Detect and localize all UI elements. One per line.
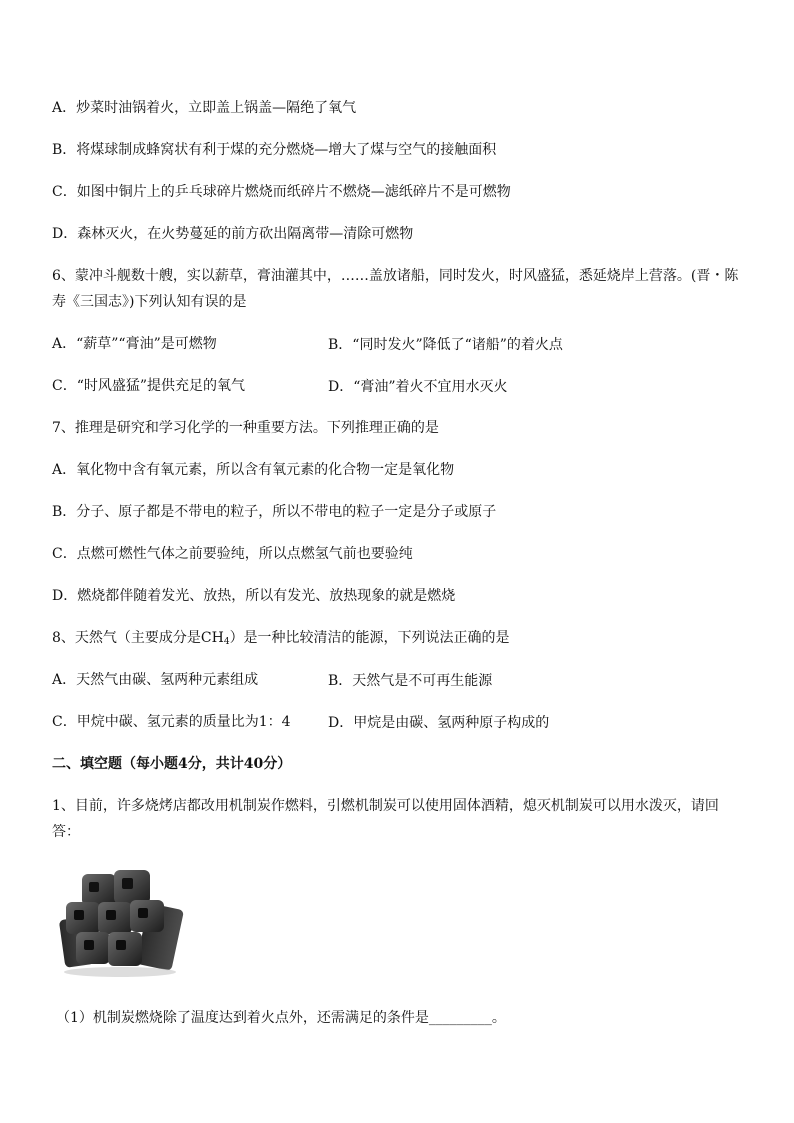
q8-stem-subscript: 4	[223, 637, 230, 647]
q6-option-c: C．“时风盛猛”提供充足的氧气	[52, 378, 246, 394]
q6-option-b: B．“同时发火”降低了“诸船”的着火点	[328, 337, 563, 353]
q5-option-d: D．森林灭火，在火势蔓延的前方砍出隔离带—清除可燃物	[52, 226, 414, 242]
q6-option-d: D．“膏油”着火不宜用水灭火	[328, 379, 508, 395]
charcoal-image	[56, 866, 184, 978]
charcoal-briquettes-icon	[56, 866, 184, 978]
q8-option-c: C．甲烷中碳、氢元素的质量比为1：4	[52, 714, 291, 730]
q6-stem: 6、蒙冲斗舰数十艘，实以薪草，膏油灌其中，……盖放诸船，同时发火，时风盛猛，悉延烧岸上营落。(晋・陈寿《三国志》)下列认知有误的是	[52, 268, 739, 310]
q8-option-b: B．天然气是不可再生能源	[328, 673, 493, 689]
q5-option-c: C．如图中铜片上的乒乓球碎片燃烧而纸碎片不燃烧—滤纸碎片不是可燃物	[52, 184, 511, 200]
q7-option-a: A．氧化物中含有氧元素，所以含有氧元素的化合物一定是氧化物	[52, 462, 455, 478]
q8-option-a: A．天然气由碳、氢两种元素组成	[52, 672, 259, 688]
q7-option-b: B．分子、原子都是不带电的粒子，所以不带电的粒子一定是分子或原子	[52, 504, 497, 520]
fill1-sub1: （1）机制炭燃烧除了温度达到着火点外，还需满足的条件是_________。	[56, 1010, 506, 1026]
q8-stem-after: ）是一种比较清洁的能源，下列说法正确的是	[229, 630, 510, 646]
q5-option-b: B．将煤球制成蜂窝状有利于煤的充分燃烧—增大了煤与空气的接触面积	[52, 142, 497, 158]
q8-stem-before: 8、天然气（主要成分是CH	[52, 630, 224, 646]
fill1-stem: 1、目前，许多烧烤店都改用机制炭作燃料，引燃机制炭可以使用固体酒精，熄灭机制炭可以用水泼灭，请回答：	[52, 798, 719, 840]
q7-option-c: C．点燃可燃性气体之前要验纯，所以点燃氢气前也要验纯	[52, 546, 413, 562]
q8-stem	[52, 628, 510, 652]
q5-option-a: A．炒菜时油锅着火，立即盖上锅盖—隔绝了氧气	[52, 100, 357, 116]
q8-option-d: D．甲烷是由碳、氢两种原子构成的	[328, 715, 550, 731]
q7-stem: 7、推理是研究和学习化学的一种重要方法。下列推理正确的是	[52, 420, 439, 436]
q6-option-a: A．“薪草”“膏油”是可燃物	[52, 336, 217, 352]
section2-title: 二、填空题（每小题4分，共计40分）	[52, 756, 292, 772]
q7-option-d: D．燃烧都伴随着发光、放热，所以有发光、放热现象的就是燃烧	[52, 588, 456, 604]
